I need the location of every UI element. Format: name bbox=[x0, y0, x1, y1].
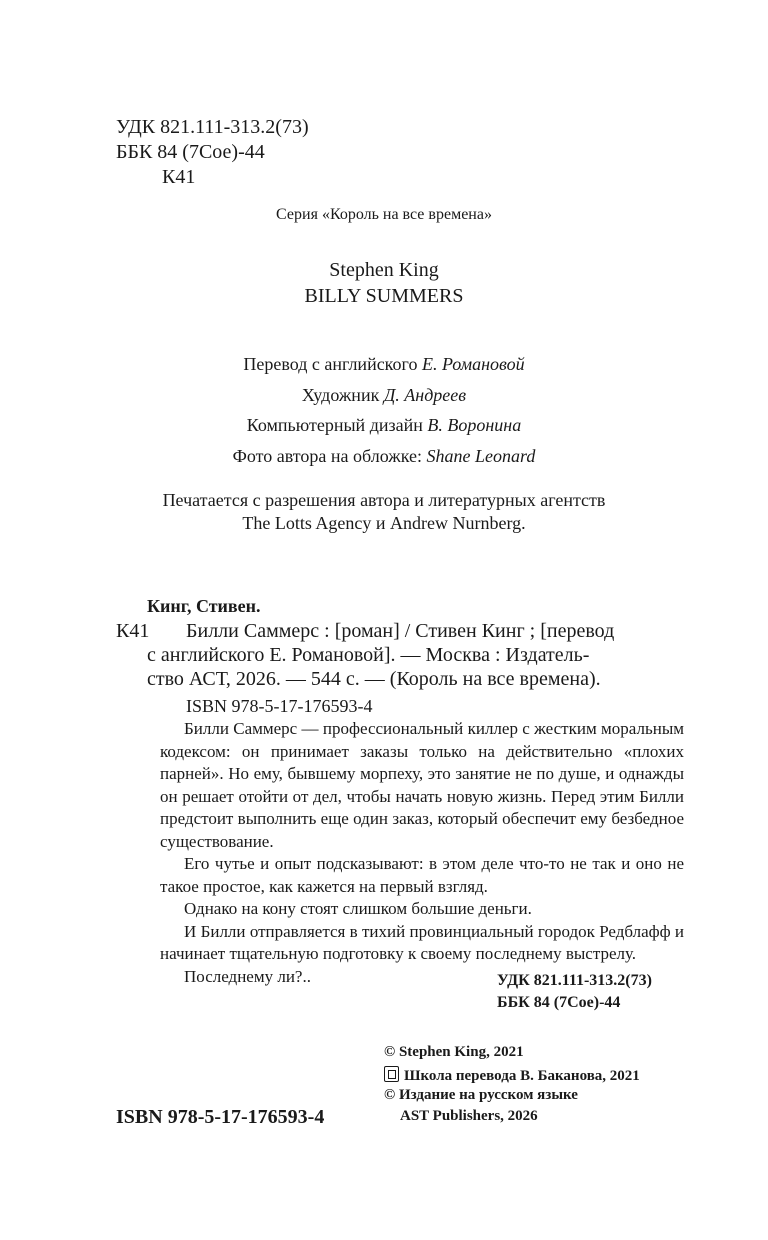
translation-school-logo-icon bbox=[384, 1066, 399, 1082]
original-author: Stephen King bbox=[329, 259, 439, 281]
annotation-paragraph: Его чутье и опыт подсказывают: в этом деле что-то не так и оно не такое простое, как кажется на первый взгляд. bbox=[160, 854, 684, 896]
credit-label: Художник bbox=[301, 385, 380, 405]
bbk-code: ББК 84 (7Сое)-44 bbox=[116, 141, 265, 163]
credit-name: Д. Андреев bbox=[383, 385, 467, 405]
credit-design bbox=[0, 415, 768, 436]
entry-heading: Кинг, Стивен. bbox=[147, 596, 261, 616]
credit-name: Е. Романовой bbox=[421, 354, 525, 374]
credit-translation bbox=[0, 354, 768, 375]
entry-mark: К41 bbox=[116, 620, 150, 642]
bbk-code-bottom: ББК 84 (7Сое)-44 bbox=[497, 994, 621, 1011]
copyright-line-4: AST Publishers, 2026 bbox=[400, 1108, 538, 1124]
permission-line-2: The Lotts Agency и Andrew Nurnberg. bbox=[242, 513, 526, 533]
isbn-bottom: ISBN 978-5-17-176593-4 bbox=[116, 1106, 325, 1128]
credit-label: Фото автора на обложке: bbox=[232, 446, 423, 466]
credit-name: Shane Leonard bbox=[426, 446, 536, 466]
copyright-line-1: © Stephen King, 2021 bbox=[384, 1044, 524, 1060]
credit-artist bbox=[0, 385, 768, 406]
author-mark: К41 bbox=[162, 166, 196, 188]
credit-label: Перевод с английского bbox=[243, 354, 418, 374]
entry-isbn: ISBN 978-5-17-176593-4 bbox=[186, 696, 373, 716]
series-line: Серия «Король на все времена» bbox=[276, 206, 492, 223]
credit-label: Компьютерный дизайн bbox=[246, 415, 423, 435]
udk-code: УДК 821.111-313.2(73) bbox=[116, 116, 309, 138]
annotation bbox=[160, 718, 684, 988]
credit-name: В. Воронина bbox=[427, 415, 522, 435]
annotation-paragraph: Последнему ли?.. bbox=[184, 966, 311, 986]
entry-line-3: ство АСТ, 2026. — 544 с. — (Король на все времена). bbox=[147, 668, 601, 690]
udk-code-bottom: УДК 821.111-313.2(73) bbox=[497, 972, 652, 989]
credit-photo bbox=[0, 446, 768, 467]
entry-line-1: Билли Саммерс : [роман] / Стивен Кинг ; [перевод bbox=[186, 620, 615, 642]
entry-line-2: с английского Е. Романовой]. — Москва : Издатель- bbox=[147, 644, 590, 666]
copyright-translation-text: Школа перевода В. Баканова, 2021 bbox=[404, 1068, 640, 1084]
original-title: BILLY SUMMERS bbox=[304, 285, 464, 307]
copyright-line-2 bbox=[384, 1066, 640, 1085]
copyright-line-3: © Издание на русском языке bbox=[384, 1087, 578, 1103]
annotation-paragraph: Однако на кону стоят слишком большие деньги. bbox=[184, 899, 532, 918]
annotation-paragraph: И Билли отправляется в тихий провинциальный городок Редблафф и начинает тщательную подготовку к своему последнему выстрелу. bbox=[160, 921, 684, 963]
permission-line-1: Печатается с разрешения автора и литературных агентств bbox=[162, 490, 606, 510]
annotation-paragraph: Билли Саммерс — профессиональный киллер с жестким моральным кодексом: он принимает заказы только на действительно «плохих парней». Но ему, бывшему морпеху, это занятие не по душе, и однажды он решает отойти от дел, чтобы начать новую жизнь. Перед этим Билли предстоит выполнить еще один заказ, который обеспечит ему безбедное существование. bbox=[160, 719, 684, 851]
